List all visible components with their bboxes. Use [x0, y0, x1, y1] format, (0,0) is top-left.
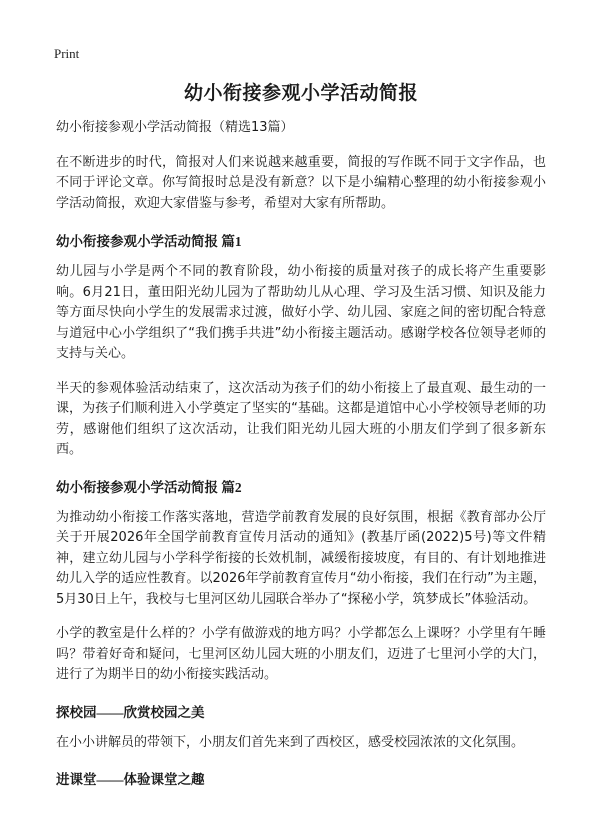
- paragraph: 在小小讲解员的带领下，小朋友们首先来到了西校区，感受校园浓浓的文化氛围。: [56, 734, 525, 750]
- page-title: 幼小衔接参观小学活动简报: [183, 82, 418, 104]
- section-heading: 幼小衔接参观小学活动简报 篇1: [56, 234, 242, 249]
- paragraph: 幼儿园与小学是两个不同的教育阶段，幼小衔接的质量对孩子的成长将产生重要影响。6月21日，董田阳光幼儿园为了帮助幼儿从心理、学习及生活习惯、知识及能力等方面尽快向小学生的发展需求过渡，做好小学、幼儿园、家庭之间的密切配合特意与道冠中心小学组织了“我们携手共进”幼小衔接主题活动。感谢学校各位领导老师的支持与关心。: [56, 264, 546, 361]
- section-heading: 幼小衔接参观小学活动简报 篇2: [56, 479, 242, 495]
- paragraph: 小学的教室是什么样的？小学有做游戏的地方吗？小学都怎么上课呀？小学里有午睡吗？带着好奇和疑问，七里河区幼儿园大班的小朋友们，迈进了七里河小学的大门，进行了为期半日的幼小衔接实践活动。: [56, 626, 546, 682]
- intro-paragraph: 在不断进步的时代，简报对人们来说越来越重要，简报的写作既不同于文字作品，也不同于评论文章。你写简报时总是没有新意？以下是小编精心整理的幼小衔接参观小学活动简报，欢迎大家借鉴与参考，希望对大家有所帮助。: [56, 154, 546, 211]
- paragraph: 为推动幼小衔接工作落实落地，营造学前教育发展的良好氛围，根据《教育部办公厅关于开展2026年全国学前教育宣传月活动的通知》(教基厅函(2022)5号)等文件精神，建立幼儿园与小学科学衔接的长效机制，减缓衔接坡度，有目的、有计划地推进幼儿入学的适应性教育。以2026年学前教育宣传月“幼小衔接，我们在行动”为主题，5月30日上午，我校与七里河区幼儿园联合举办了“探秘小学，筑梦成长”体验活动。: [56, 509, 546, 607]
- paragraph: 半天的参观体验活动结束了，这次活动为孩子们的幼小衔接上了最直观、最生动的一课，为孩子们顺利进入小学奠定了坚实的“基础。这都是道馆中心小学校领导老师的功劳，感谢他们组织了这次活动，让我们阳光幼儿园大班的小朋友们学到了很多新东西。: [56, 380, 546, 457]
- section-heading: 进课堂——体验课堂之趣: [56, 772, 205, 787]
- section-heading: 探校园——欣赏校园之美: [56, 704, 205, 720]
- print-link[interactable]: Print: [54, 46, 80, 61]
- subtitle: 幼小衔接参观小学活动简报（精选13篇）: [56, 120, 294, 135]
- article-body: [56, 80, 546, 790]
